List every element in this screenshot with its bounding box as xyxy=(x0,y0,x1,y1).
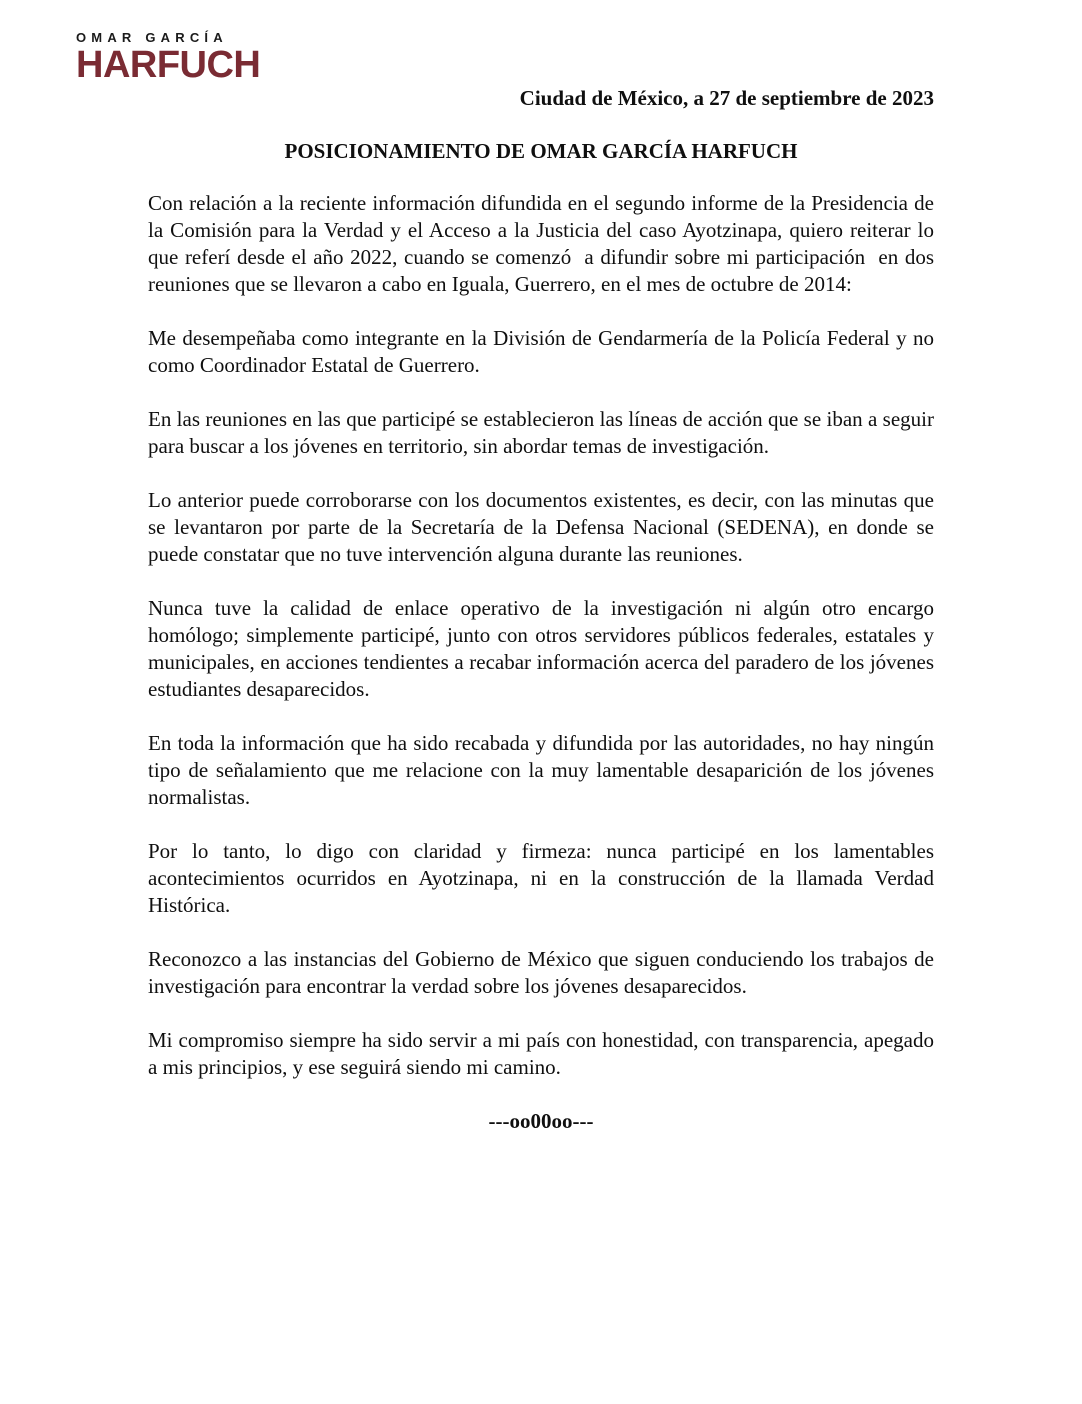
body-paragraph: Reconozco a las instancias del Gobierno de México que siguen conduciendo los trabajos de investigación para encontrar la verdad sobre los jóvenes desaparecidos. xyxy=(148,947,934,998)
body-paragraph: En toda la información que ha sido recabada y difundida por las autoridades, no hay ningún tipo de señalamiento que me relacione con la muy lamentable desaparición de los jóvenes normalistas. xyxy=(148,731,934,809)
harfuch-logo xyxy=(76,31,260,84)
document-title: POSICIONAMIENTO DE OMAR GARCÍA HARFUCH xyxy=(284,139,798,163)
logo-harfuch-text: HARFUCH xyxy=(76,44,261,86)
body-paragraph: Lo anterior puede corroborarse con los documentos existentes, es decir, con las minutas que se levantaron por parte de la Secretaría de la Defensa Nacional (SEDENA), en donde se puede constatar que no tuve intervención alguna durante las reuniones. xyxy=(148,488,934,566)
body-paragraph: Por lo tanto, lo digo con claridad y firmeza: nunca participé en los lamentables acontecimientos ocurridos en Ayotzinapa, ni en la construcción de la llamada Verdad Histórica. xyxy=(148,839,934,917)
body-paragraph: Nunca tuve la calidad de enlace operativo de la investigación ni algún otro encargo homólogo; simplemente participé, junto con otros servidores públicos federales, estatales y municipales, en acciones tendientes a recabar información acerca del paradero de los jóvenes estudiantes desaparecidos. xyxy=(148,596,934,701)
body-paragraph: Con relación a la reciente información difundida en el segundo informe de la Presidencia de la Comisión para la Verdad y el Acceso a la Justicia del caso Ayotzinapa, quiero reiterar lo que referí desde el año 2022, cuando se comenzó a difundir sobre mi participación en dos reuniones que se llevaron a cabo en Iguala, Guerrero, en el mes de octubre de 2014: xyxy=(148,191,934,296)
body-paragraph: Me desempeñaba como integrante en la División de Gendarmería de la Policía Federal y no como Coordinador Estatal de Guerrero. xyxy=(148,326,934,377)
closing-mark: ---oo00oo--- xyxy=(488,1109,594,1133)
body-paragraph: Mi compromiso siempre ha sido servir a mi país con honestidad, con transparencia, apegado a mis principios, y ese seguirá siendo mi camino. xyxy=(148,1028,934,1079)
logo-omar-garcia-text: OMAR GARCÍA xyxy=(76,30,228,45)
dateline: Ciudad de México, a 27 de septiembre de 2023 xyxy=(519,86,934,110)
body-paragraph: En las reuniones en las que participé se establecieron las líneas de acción que se iban a seguir para buscar a los jóvenes en territorio, sin abordar temas de investigación. xyxy=(148,407,934,458)
